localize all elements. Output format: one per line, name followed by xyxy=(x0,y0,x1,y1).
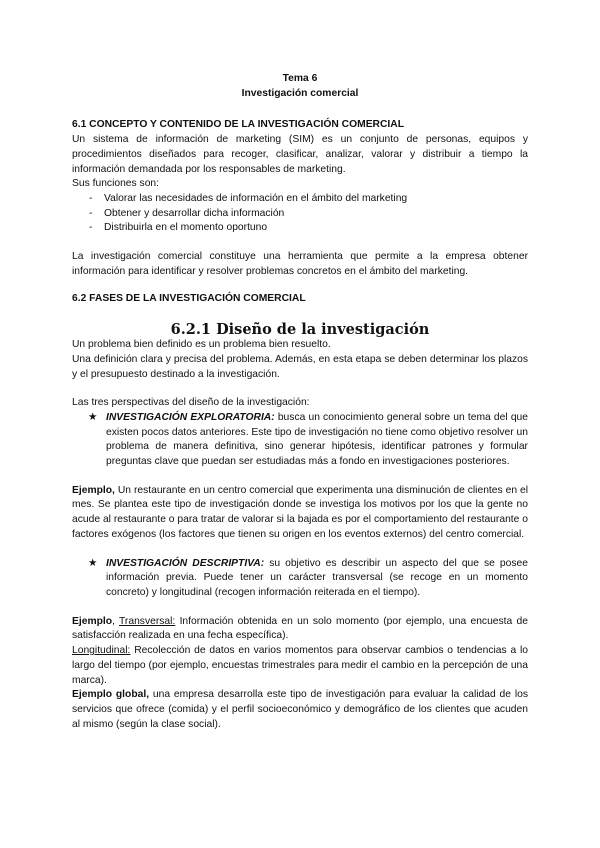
functions-intro: Sus funciones son: xyxy=(72,178,160,190)
descriptive-item xyxy=(72,557,528,601)
example-2-longitudinal: Longitudinal: Recolección de datos en varios momentos para observar cambios o tendencias a lo largo del tiempo (por ejemplo, encuestas trimestrales para medir el cambio en la percepción de una marca). xyxy=(72,645,528,686)
star-bullet-icon: ★ xyxy=(88,557,98,569)
list-item: - Valorar las necesidades de información en el ámbito del marketing xyxy=(89,192,528,207)
topic-number: Tema 6 xyxy=(282,73,318,84)
star-bullet-icon: ★ xyxy=(88,411,98,423)
dash-bullet: - xyxy=(89,207,93,219)
list-item: - Obtener y desarrollar dicha información xyxy=(89,207,528,222)
dash-bullet: - xyxy=(89,222,93,234)
descriptive-title: INVESTIGACIÓN DESCRIPTIVA: xyxy=(106,557,265,569)
perspectives-intro: Las tres perspectivas del diseño de la investigación: xyxy=(72,397,310,409)
section-6-2-heading: 6.2 FASES DE LA INVESTIGACIÓN COMERCIAL xyxy=(72,293,306,305)
functions-list xyxy=(72,192,528,236)
topic-title: Investigación comercial xyxy=(241,87,359,99)
example-1-paragraph: Ejemplo, Un restaurante en un centro comercial que experimenta una disminución de clientes en el mes. Se plantea este tipo de investigación donde se investiga los motivos por los que la gente no acude al restaurante o para tratar de valorar si la bajada es por el comportamiento del restaurante o factores exógenos (los factores que tienen su origen en los eventos externos) del centro comercial. xyxy=(72,484,528,540)
problem-line: Un problema bien definido es un problema bien resuelto. xyxy=(72,339,331,351)
document-page xyxy=(72,72,528,732)
exploratory-title: INVESTIGACIÓN EXPLORATORIA: xyxy=(106,411,275,423)
example-2-transversal: Ejemplo, Transversal: Información obtenida en un solo momento (por ejemplo, una encuesta de satisfacción realizada en una fecha específica). xyxy=(72,615,528,642)
list-item: - Distribuirla en el momento oportuno xyxy=(89,221,528,236)
definition-paragraph: Una definición clara y precisa del problema. Además, en esta etapa se deben determinar los plazos y el presupuesto destinado a la investigación. xyxy=(72,353,528,380)
subsection-6-2-1-heading: 6.2.1 Diseño de la investigación xyxy=(170,321,430,339)
sim-definition-paragraph: Un sistema de información de marketing (SIM) es un conjunto de personas, equipos y procedimientos diseñados para recoger, clasificar, analizar, valorar y distribuir a tiempo la información demandada por los responsables de marketing. xyxy=(72,134,528,175)
dash-bullet: - xyxy=(89,192,93,204)
global-example-paragraph: Ejemplo global, una empresa desarrolla este tipo de investigación para evaluar la calidad de los servicios que ofrece (comida) y el perfil socioeconómico y demográfico de los clientes que acuden al mismo (según la clase social). xyxy=(72,689,528,730)
research-definition-paragraph: La investigación comercial constituye una herramienta que permite a la empresa obtener información para identificar y resolver problemas concretos en el ámbito del marketing. xyxy=(72,251,528,277)
exploratory-item xyxy=(72,411,528,470)
descriptive-text: su objetivo es describir un aspecto del que se posee información previa. Puede tener un carácter transversal (se recoge en un momento concreto) y longitudinal (recogen información reiterada en el tiempo). xyxy=(106,557,528,598)
exploratory-text: busca un conocimiento general sobre un tema del que existen pocos datos anteriores. Este tipo de investigación no tiene como objetivo resolver un problema de manera definitiva, sino generar hipótesis, identificar patrones y formular preguntas clave que puedan ser estudiadas más a fondo en investigaciones posteriores. xyxy=(106,411,528,468)
section-6-1-heading: 6.1 CONCEPTO Y CONTENIDO DE LA INVESTIGACIÓN COMERCIAL xyxy=(72,119,405,131)
